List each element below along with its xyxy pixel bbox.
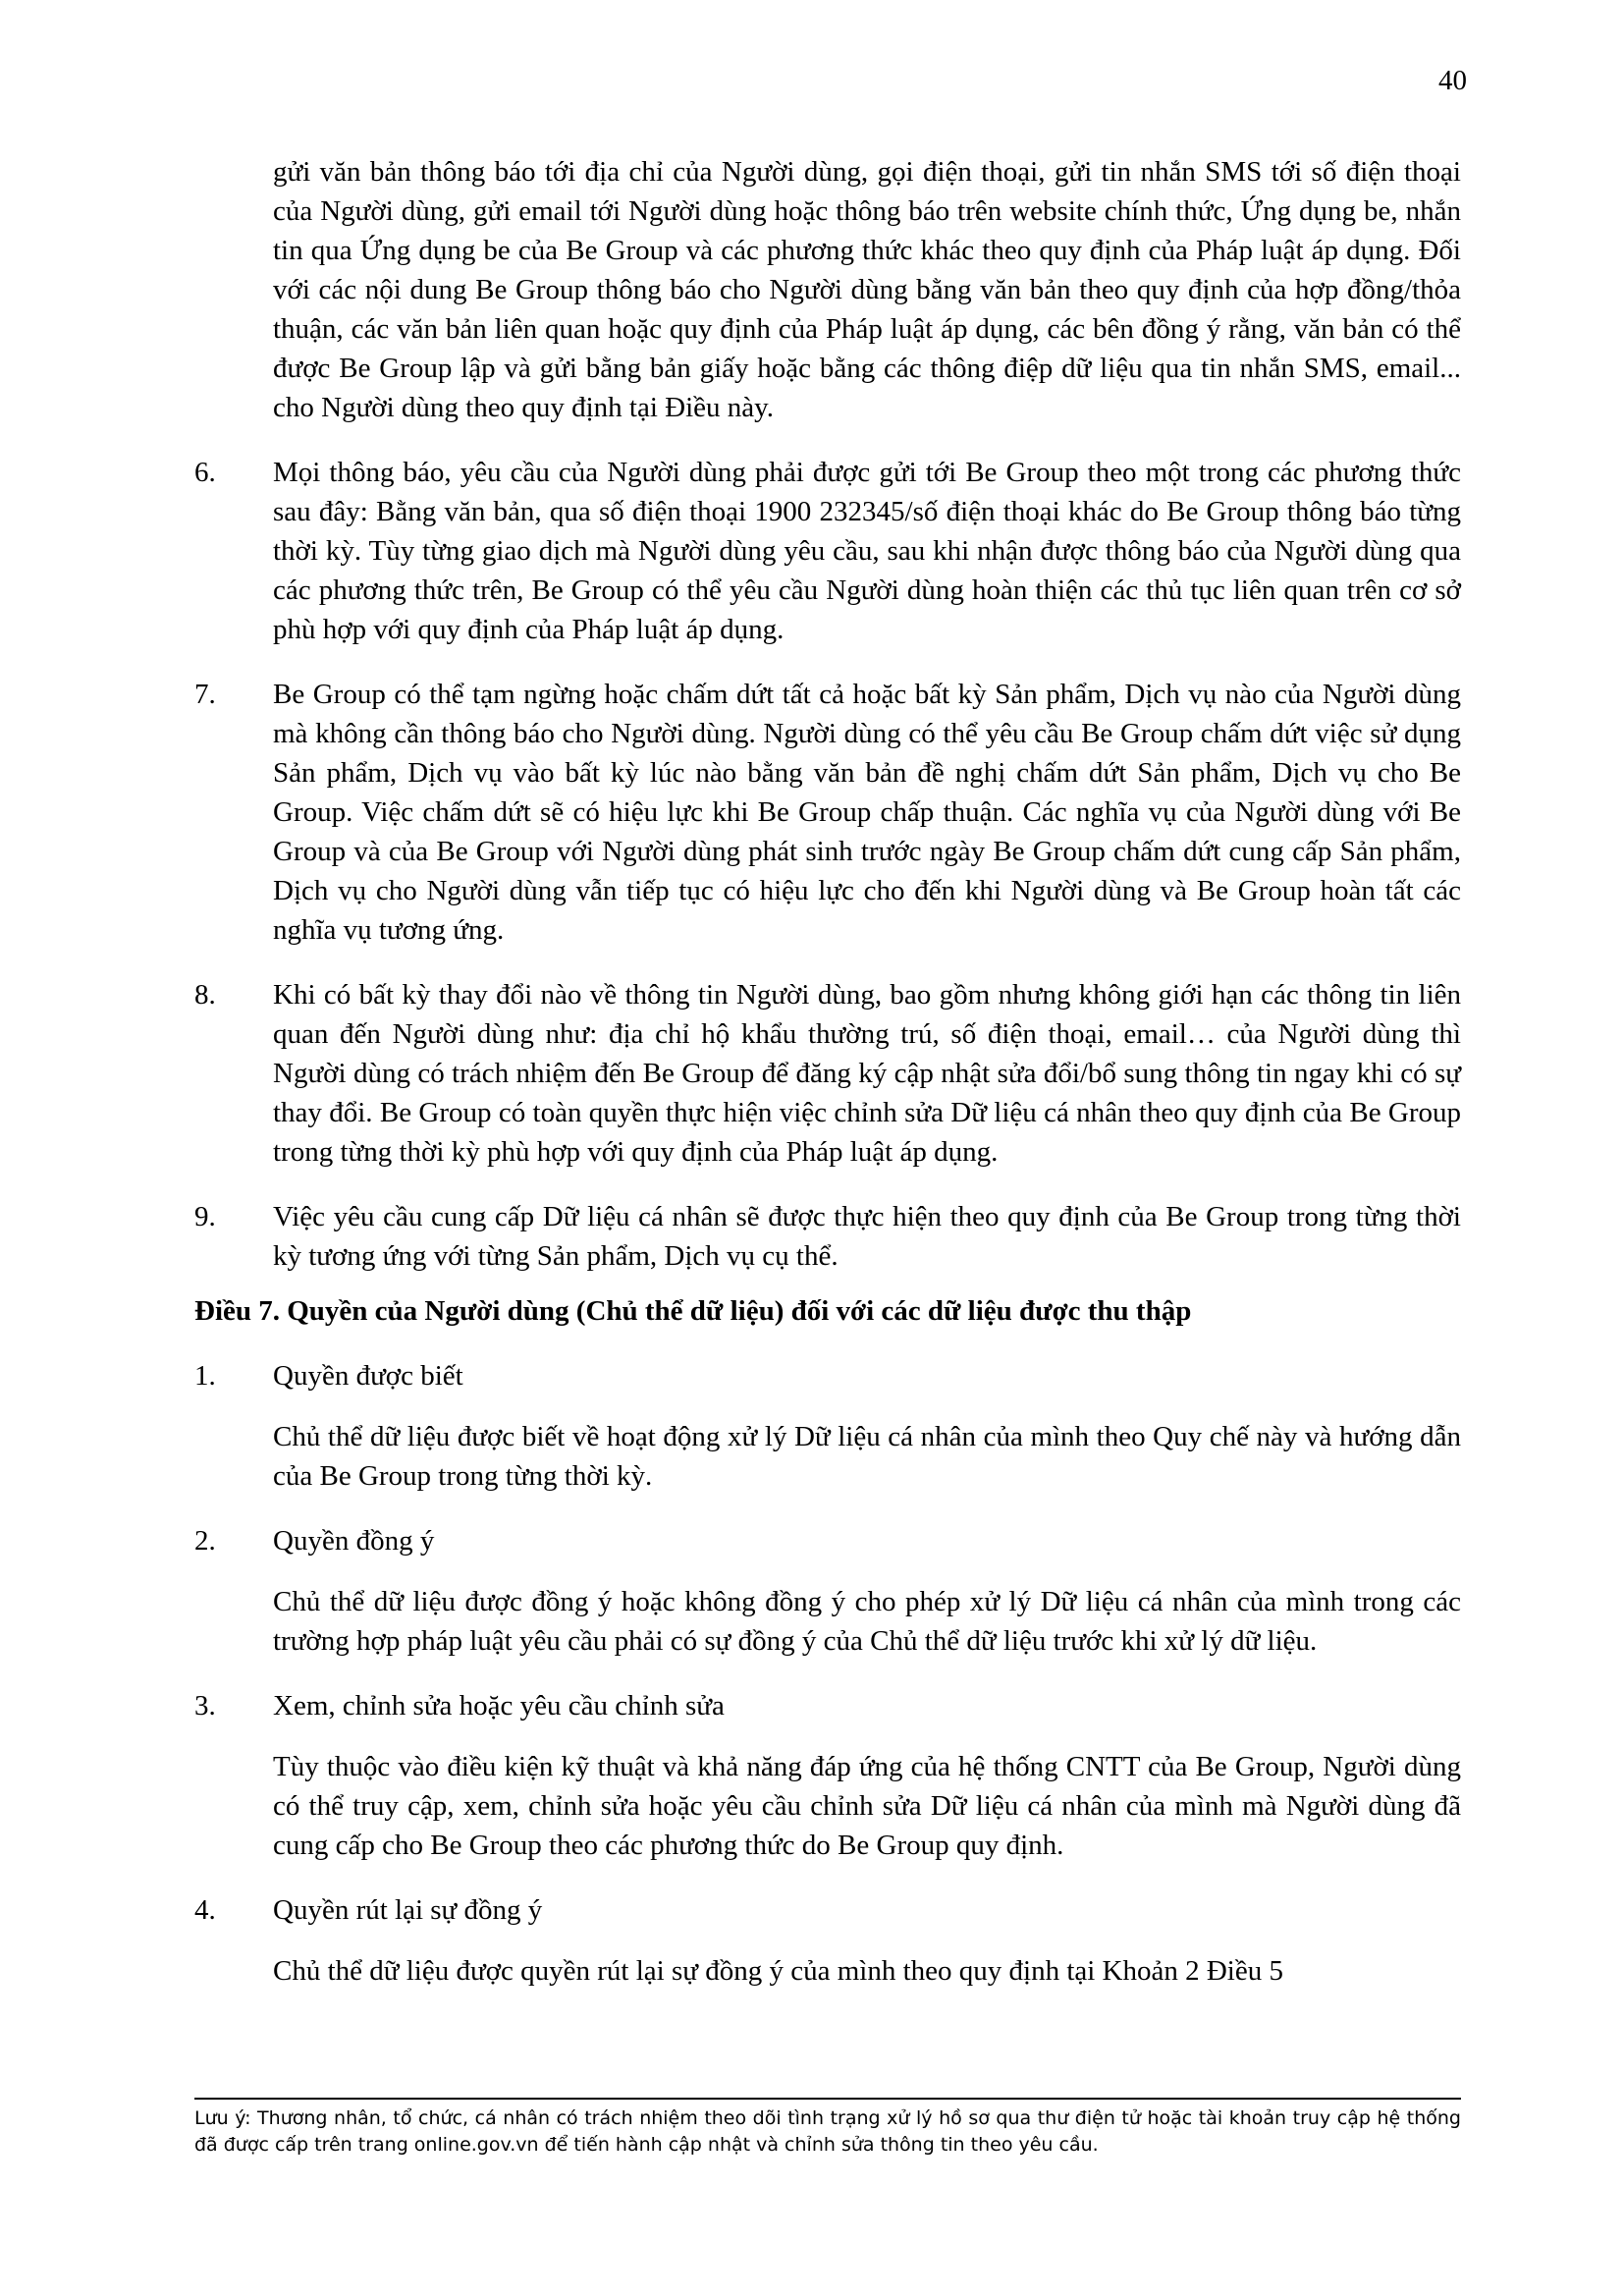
sub-item-body: Chủ thể dữ liệu được quyền rút lại sự đồng ý của mình theo quy định tại Khoản 2 Điều 5 (273, 1955, 1283, 1987)
list-item-8 (194, 975, 1461, 1172)
sub-item-number: 1. (194, 1360, 216, 1392)
footer-divider (194, 2098, 1461, 2100)
list-item-6 (194, 453, 1461, 649)
list-item-number: 9. (194, 1201, 216, 1232)
sub-item-body: Tùy thuộc vào điều kiện kỹ thuật và khả năng đáp ứng của hệ thống CNTT của Be Group, Người dùng có thể truy cập, xem, chỉnh sửa hoặc yêu cầu chỉnh sửa Dữ liệu cá nhân của mình mà Người dùng đã cung cấp cho Be Group theo các phương thức do Be Group quy định. (273, 1751, 1461, 1861)
sub-item-number: 2. (194, 1525, 216, 1557)
sub-item-2 (194, 1521, 1461, 1560)
article-heading: Điều 7. Quyền của Người dùng (Chủ thể dữ liệu) đối với các dữ liệu được thu thập (194, 1295, 1192, 1327)
sub-item-title: Quyền đồng ý (273, 1525, 435, 1557)
sub-item-3 (194, 1686, 1461, 1725)
list-item-text: Khi có bất kỳ thay đổi nào về thông tin Người dùng, bao gồm nhưng không giới hạn các thông tin liên quan đến Người dùng như: địa chỉ hộ khẩu thường trú, số điện thoại, email… của Người dùng thì Người dùng có trách nhiệm đến Be Group để đăng ký cập nhật sửa đổi/bổ sung thông tin ngay khi có sự thay đổi. Be Group có toàn quyền thực hiện việc chỉnh sửa Dữ liệu cá nhân theo quy định của Be Group trong từng thời kỳ phù hợp với quy định của Pháp luật áp dụng. (273, 979, 1461, 1168)
list-item-text: Be Group có thể tạm ngừng hoặc chấm dứt tất cả hoặc bất kỳ Sản phẩm, Dịch vụ nào của Người dùng mà không cần thông báo cho Người dùng. Người dùng có thể yêu cầu Be Group chấm dứt việc sử dụng Sản phẩm, Dịch vụ vào bất kỳ lúc nào bằng văn bản đề nghị chấm dứt Sản phẩm, Dịch vụ cho Be Group. Việc chấm dứt sẽ có hiệu lực khi Be Group chấp thuận. Các nghĩa vụ của Người dùng với Be Group và của Be Group với Người dùng phát sinh trước ngày Be Group chấm dứt cung cấp Sản phẩm, Dịch vụ cho Người dùng vẫn tiếp tục có hiệu lực cho đến khi Người dùng và Be Group hoàn tất các nghĩa vụ tương ứng. (273, 679, 1461, 946)
sub-item-number: 4. (194, 1894, 216, 1926)
sub-item-title: Xem, chỉnh sửa hoặc yêu cầu chỉnh sửa (273, 1690, 725, 1722)
sub-item-4 (194, 1890, 1461, 1930)
footer-note: Lưu ý: Thương nhân, tổ chức, cá nhân có trách nhiệm theo dõi tình trạng xử lý hồ sơ qua thư điện tử hoặc tài khoản truy cập hệ thống đã được cấp trên trang online.gov.vn để tiến hành cập nhật và chỉnh sửa thông tin theo yêu cầu. (194, 2107, 1461, 2156)
list-item-number: 7. (194, 679, 216, 710)
intro-paragraph: gửi văn bản thông báo tới địa chỉ của Người dùng, gọi điện thoại, gửi tin nhắn SMS tới số điện thoại của Người dùng, gửi email tới Người dùng hoặc thông báo trên website chính thức, Ứng dụng be, nhắn tin qua Ứng dụng be của Be Group và các phương thức khác theo quy định của Pháp luật áp dụng. Đối với các nội dung Be Group thông báo cho Người dùng bằng văn bản theo quy định của hợp đồng/thỏa thuận, các văn bản liên quan hoặc quy định của Pháp luật áp dụng, các bên đồng ý rằng, văn bản có thể được Be Group lập và gửi bằng bản giấy hoặc bằng các thông điệp dữ liệu qua tin nhắn SMS, email... cho Người dùng theo quy định tại Điều này. (273, 156, 1461, 423)
page-content (194, 152, 1461, 1991)
sub-item-title: Quyền rút lại sự đồng ý (273, 1894, 543, 1926)
sub-item-title: Quyền được biết (273, 1360, 463, 1392)
page-number: 40 (1438, 65, 1467, 96)
sub-item-body: Chủ thể dữ liệu được đồng ý hoặc không đồng ý cho phép xử lý Dữ liệu cá nhân của mình trong các trường hợp pháp luật yêu cầu phải có sự đồng ý của Chủ thể dữ liệu trước khi xử lý dữ liệu. (273, 1586, 1461, 1657)
list-item-number: 6. (194, 457, 216, 488)
list-item-text: Mọi thông báo, yêu cầu của Người dùng phải được gửi tới Be Group theo một trong các phương thức sau đây: Bằng văn bản, qua số điện thoại 1900 232345/số điện thoại khác do Be Group thông báo từng thời kỳ. Tùy từng giao dịch mà Người dùng yêu cầu, sau khi nhận được thông báo của Người dùng qua các phương thức trên, Be Group có thể yêu cầu Người dùng hoàn thiện các thủ tục liên quan trên cơ sở phù hợp với quy định của Pháp luật áp dụng. (273, 457, 1461, 645)
list-item-number: 8. (194, 979, 216, 1011)
sub-item-1 (194, 1356, 1461, 1395)
list-item-text: Việc yêu cầu cung cấp Dữ liệu cá nhân sẽ được thực hiện theo quy định của Be Group trong từng thời kỳ tương ứng với từng Sản phẩm, Dịch vụ cụ thể. (273, 1201, 1461, 1272)
list-item-9 (194, 1197, 1461, 1276)
sub-item-number: 3. (194, 1690, 216, 1722)
list-item-7 (194, 675, 1461, 950)
sub-item-body: Chủ thể dữ liệu được biết về hoạt động xử lý Dữ liệu cá nhân của mình theo Quy chế này và hướng dẫn của Be Group trong từng thời kỳ. (273, 1421, 1461, 1492)
